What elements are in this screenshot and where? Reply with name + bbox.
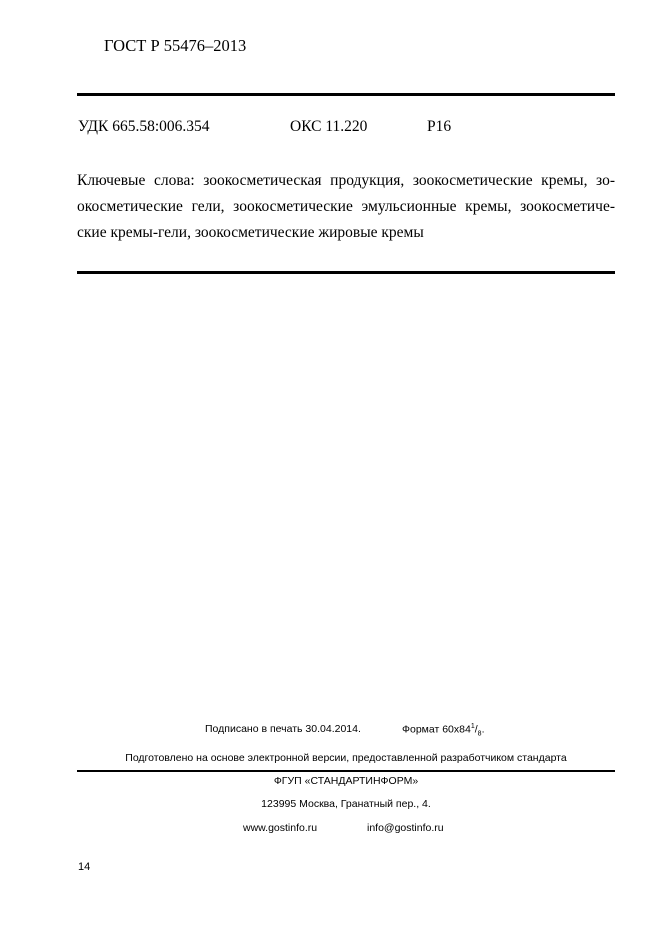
publisher-name: ФГУП «СТАНДАРТИНФОРМ» <box>273 775 419 787</box>
udk-code: УДК 665.58:006.354 <box>78 118 210 135</box>
standard-code: ГОСТ Р 55476–2013 <box>104 36 247 55</box>
keywords-line: окосметические гели, зоокосметические эмульсионные кремы, зоокосметиче- <box>77 198 615 215</box>
group-code: Р16 <box>427 118 452 135</box>
prepared-note: Подготовлено на основе электронной версии, предоставленной разработчиком стандарта <box>125 752 567 764</box>
website-link[interactable]: www.gostinfo.ru <box>243 822 318 834</box>
keywords-line: ские кремы-гели, зоокосметические жировые кремы <box>77 224 424 241</box>
keywords-paragraph <box>77 168 615 246</box>
keywords-divider <box>77 271 615 274</box>
paper-format-numerator: 1 <box>470 723 475 730</box>
keywords-line: Ключевые слова: зоокосметическая продукция, зоокосметические кремы, зо- <box>77 172 615 189</box>
paper-format: Формат $60х84^1/_8$. <box>402 723 485 738</box>
publisher-address: 123995 Москва, Гранатный пер., 4. <box>261 798 431 810</box>
top-divider <box>77 93 615 96</box>
page-number: 14 <box>78 861 91 873</box>
paper-format-tail: . <box>481 723 485 736</box>
paper-format-label: Формат 60х84 <box>402 723 471 736</box>
signed-date: Подписано в печать 30.04.2014. <box>205 723 361 735</box>
paper-format-denominator: 8 <box>477 730 482 738</box>
oks-code: ОКС 11.220 <box>290 118 368 135</box>
imprint-divider <box>77 770 615 772</box>
email-link[interactable]: info@gostinfo.ru <box>367 822 444 834</box>
